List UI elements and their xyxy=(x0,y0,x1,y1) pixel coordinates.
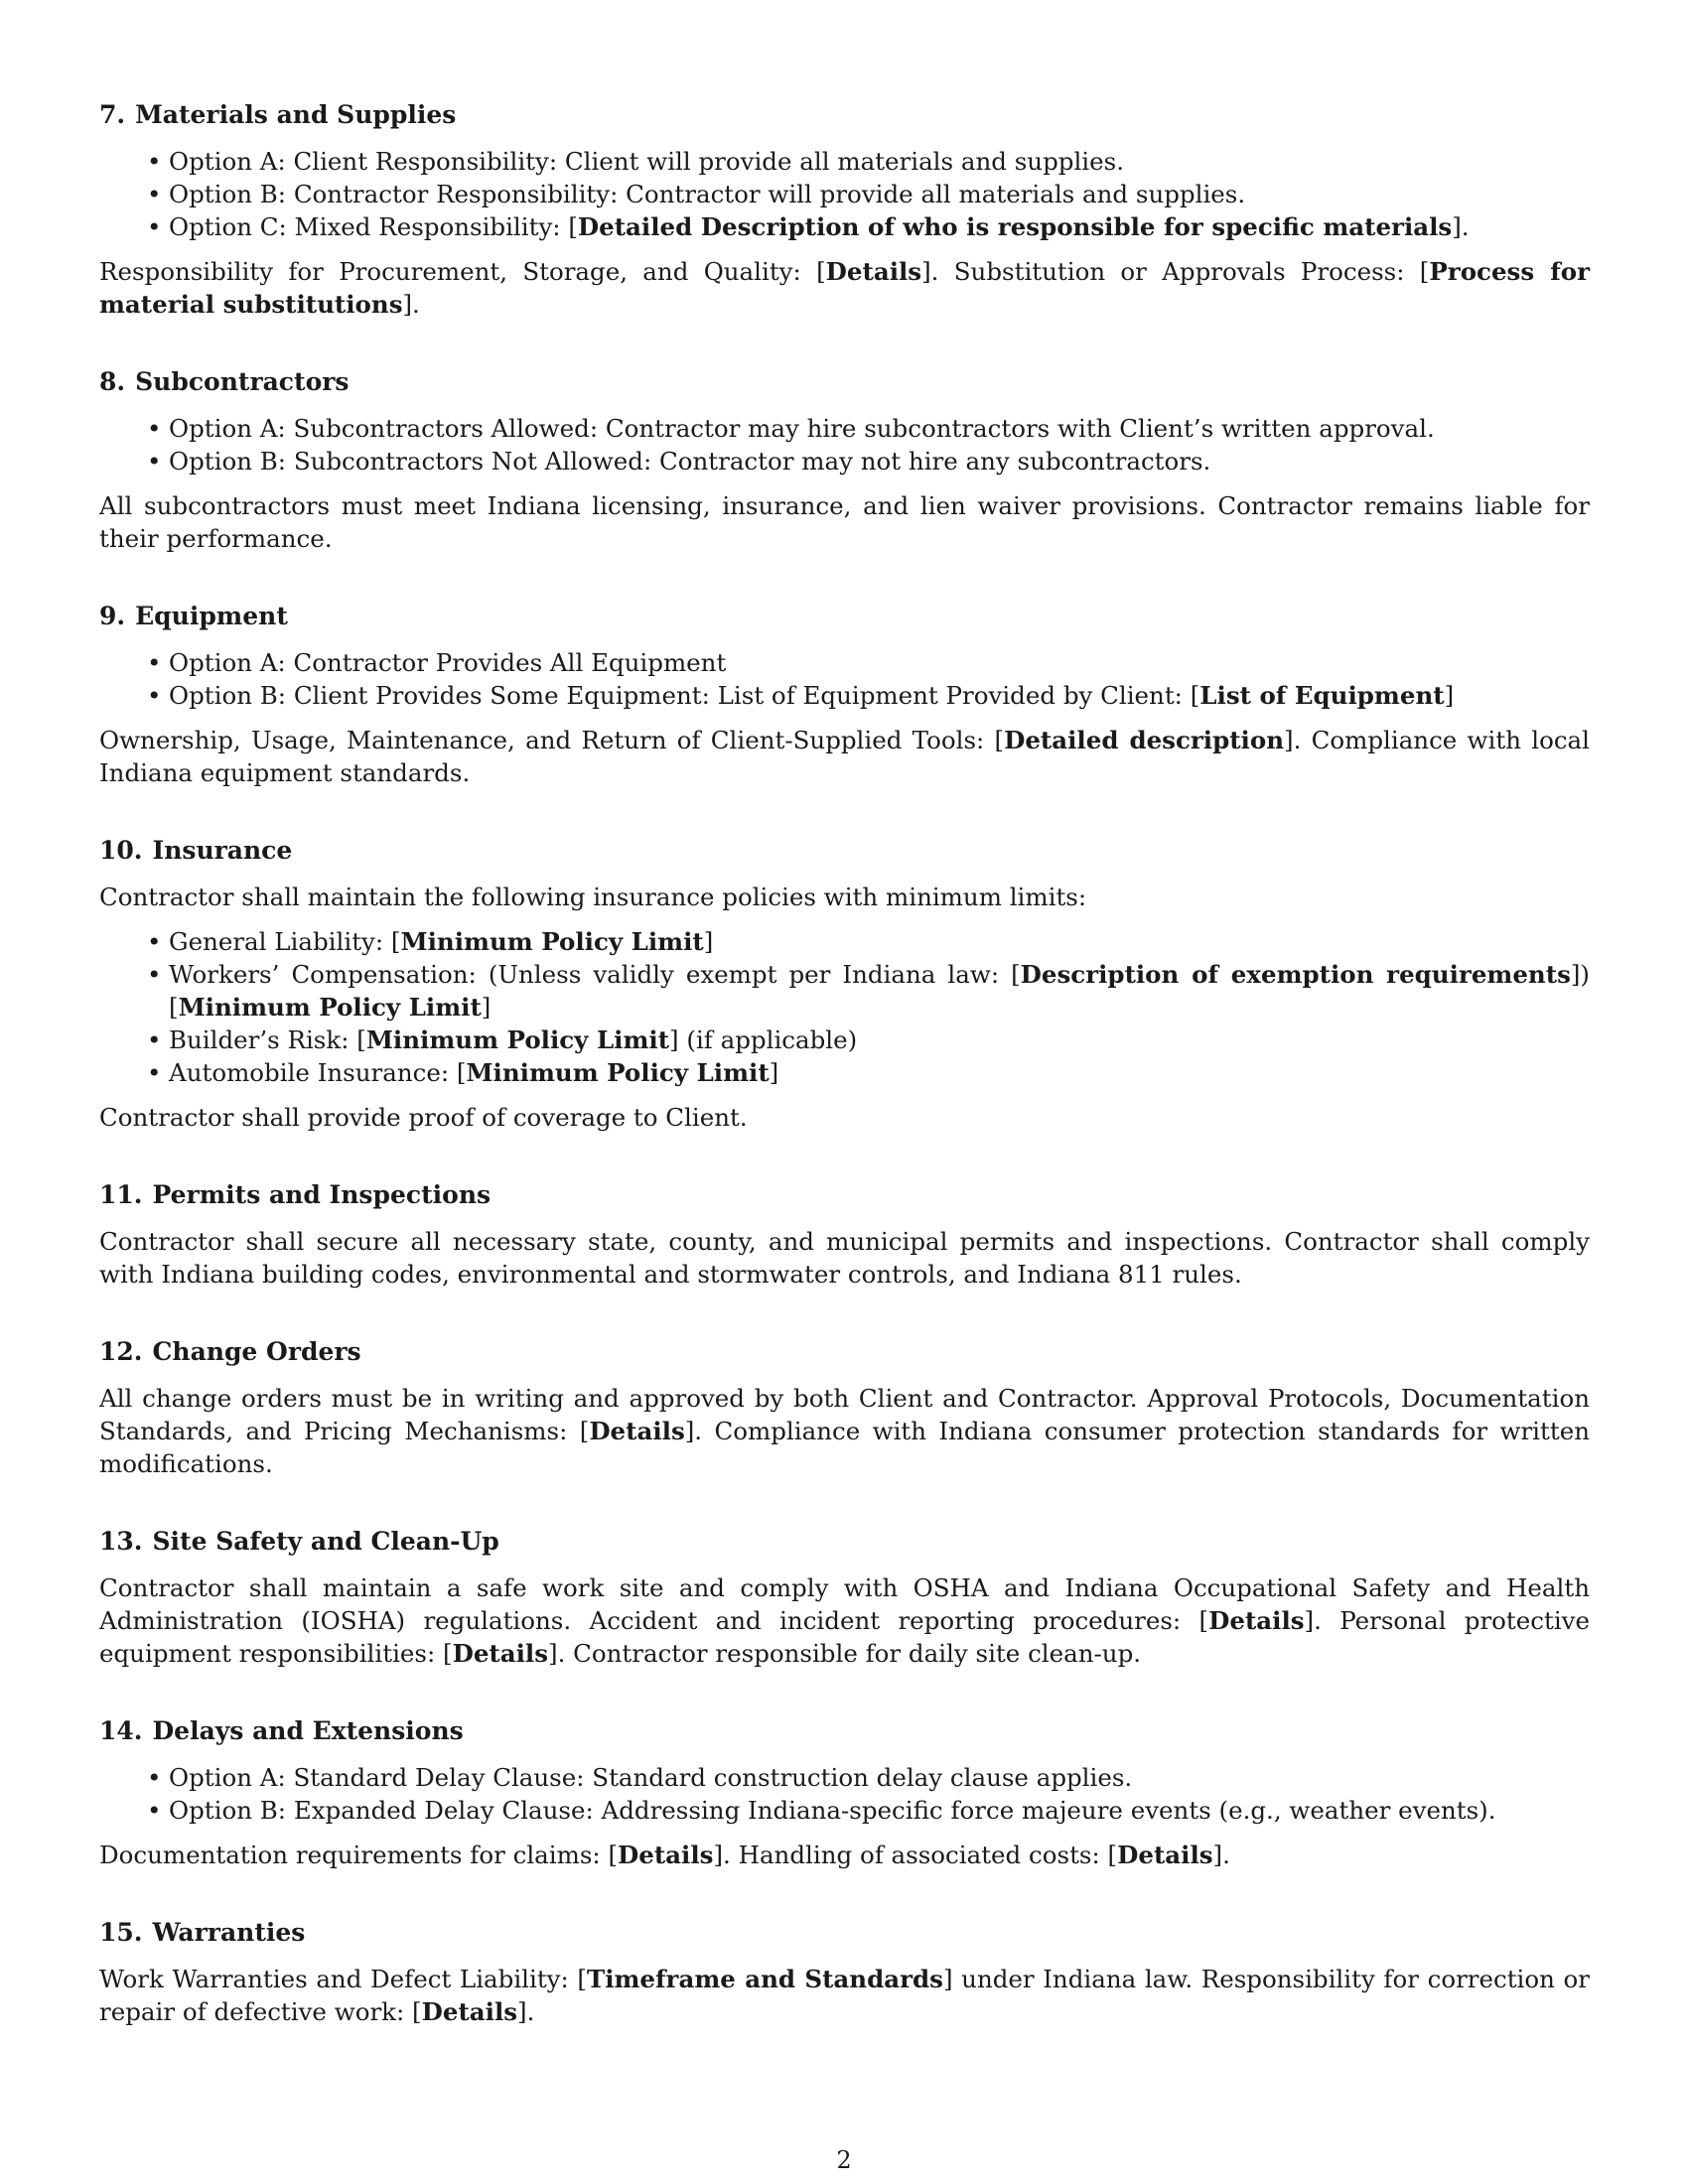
insurance-builders-risk: • Builder’s Risk: [Minimum Policy Limit] (if applicable) xyxy=(169,1024,1590,1056)
section-insurance xyxy=(99,835,1590,1134)
placeholder-field: List of Equipment xyxy=(1199,681,1445,710)
option-a: • Option A: Client Responsibility: Client will provide all materials and supplies. xyxy=(169,145,1590,178)
option-a: • Option A: Standard Delay Clause: Standard construction delay clause applies. xyxy=(169,1761,1590,1794)
insurance-workers-compensation: • Workers’ Compensation: (Unless validly exempt per Indiana law: [Description of exemption requirements]) [Minimum Policy Limit] xyxy=(169,958,1590,1024)
placeholder-field: Details xyxy=(825,257,922,286)
placeholder-field: Process for material substitutions xyxy=(99,257,1590,319)
placeholder-field: Detailed Description of who is responsible for specific materials xyxy=(577,212,1453,241)
placeholder-field: Detailed description xyxy=(1004,726,1285,754)
section-delays-and-extensions xyxy=(99,1715,1590,1871)
section-paragraph: Contractor shall provide proof of coverage to Client. xyxy=(99,1103,748,1132)
placeholder-field: Details xyxy=(421,1997,518,2026)
section-heading: 14. Delays and Extensions xyxy=(99,1716,464,1745)
section-heading: 12. Change Orders xyxy=(99,1337,361,1366)
placeholder-field: Details xyxy=(1208,1606,1305,1635)
section-heading: 7. Materials and Supplies xyxy=(99,100,457,129)
section-change-orders xyxy=(99,1336,1590,1480)
section-site-safety xyxy=(99,1526,1590,1670)
section-paragraph: Work Warranties and Defect Liability: [Timeframe and Standards] under Indiana law. Responsibility for correction or repair of defective work: [Details]. xyxy=(99,1965,1591,2026)
section-paragraph: Responsibility for Procurement, Storage, and Quality: [Details]. Substitution or Approvals Process: [Process for material substitutions]. xyxy=(99,257,1590,319)
placeholder-field: Description of exemption requirements xyxy=(1020,960,1571,989)
placeholder-field: Minimum Policy Limit xyxy=(365,1025,670,1054)
option-b: • Option B: Subcontractors Not Allowed: Contractor may not hire any subcontractors. xyxy=(169,445,1590,478)
section-heading: 10. Insurance xyxy=(99,836,293,865)
placeholder-field: Details xyxy=(618,1841,714,1869)
option-list xyxy=(99,412,1590,478)
insurance-general-liability: • General Liability: [Minimum Policy Limit] xyxy=(169,925,1590,958)
placeholder-field: Details xyxy=(452,1639,549,1668)
option-a: • Option A: Subcontractors Allowed: Contractor may hire subcontractors with Client’s written approval. xyxy=(169,412,1590,445)
option-list xyxy=(99,145,1590,243)
placeholder-field: Details xyxy=(589,1417,685,1445)
document-page xyxy=(99,99,1590,2074)
option-a: • Option A: Contractor Provides All Equipment xyxy=(169,646,1590,679)
placeholder-field: Timeframe and Standards xyxy=(586,1965,943,1993)
page-number: 2 xyxy=(836,2146,852,2174)
section-permits-and-inspections xyxy=(99,1179,1590,1291)
placeholder-field: Details xyxy=(1117,1841,1213,1869)
option-list xyxy=(99,1761,1590,1827)
option-b: • Option B: Contractor Responsibility: Contractor will provide all materials and supplies. xyxy=(169,178,1590,210)
section-paragraph: Ownership, Usage, Maintenance, and Return of Client-Supplied Tools: [Detailed description]. Compliance with local Indiana equipment standards. xyxy=(99,726,1590,787)
section-paragraph: All change orders must be in writing and approved by both Client and Contractor. Approval Protocols, Documentation Standards, and Pricing Mechanisms: [Details]. Compliance with Indiana consumer protection standards for written modifications. xyxy=(99,1384,1590,1478)
section-equipment xyxy=(99,601,1590,789)
section-subcontractors xyxy=(99,366,1590,555)
option-b: • Option B: Client Provides Some Equipment: List of Equipment Provided by Client: [List of Equipment] xyxy=(169,679,1590,712)
placeholder-field: Minimum Policy Limit xyxy=(178,993,482,1022)
option-b: • Option B: Expanded Delay Clause: Addressing Indiana-specific force majeure events (e.g., weather events). xyxy=(169,1794,1590,1827)
section-heading: 9. Equipment xyxy=(99,602,288,630)
option-c: • Option C: Mixed Responsibility: [Detailed Description of who is responsible for specific materials]. xyxy=(169,210,1590,243)
section-heading: 15. Warranties xyxy=(99,1918,306,1947)
section-materials-and-supplies xyxy=(99,99,1590,321)
placeholder-field: Minimum Policy Limit xyxy=(466,1058,770,1087)
section-warranties xyxy=(99,1917,1590,2028)
insurance-automobile: • Automobile Insurance: [Minimum Policy Limit] xyxy=(169,1056,1590,1089)
placeholder-field: Minimum Policy Limit xyxy=(400,927,704,956)
insurance-list xyxy=(99,925,1590,1089)
section-paragraph: Documentation requirements for claims: [Details]. Handling of associated costs: [Details]. xyxy=(99,1841,1230,1869)
section-intro: Contractor shall maintain the following insurance policies with minimum limits: xyxy=(99,883,1087,911)
section-paragraph: Contractor shall maintain a safe work site and comply with OSHA and Indiana Occupational Safety and Health Administration (IOSHA) regulations. Accident and incident reporting procedures: [Details]. Personal protective equipment responsibilities: [Details]. Contractor responsible for daily site clean-up. xyxy=(99,1573,1590,1668)
section-paragraph: All subcontractors must meet Indiana licensing, insurance, and lien waiver provisions. Contractor remains liable for their performance. xyxy=(99,491,1590,553)
section-heading: 11. Permits and Inspections xyxy=(99,1180,492,1209)
section-heading: 13. Site Safety and Clean-Up xyxy=(99,1527,499,1556)
section-heading: 8. Subcontractors xyxy=(99,367,350,396)
section-paragraph: Contractor shall secure all necessary state, county, and municipal permits and inspections. Contractor shall comply with Indiana building codes, environmental and stormwater controls, and Indiana 811 rules. xyxy=(99,1227,1590,1289)
option-list xyxy=(99,646,1590,712)
